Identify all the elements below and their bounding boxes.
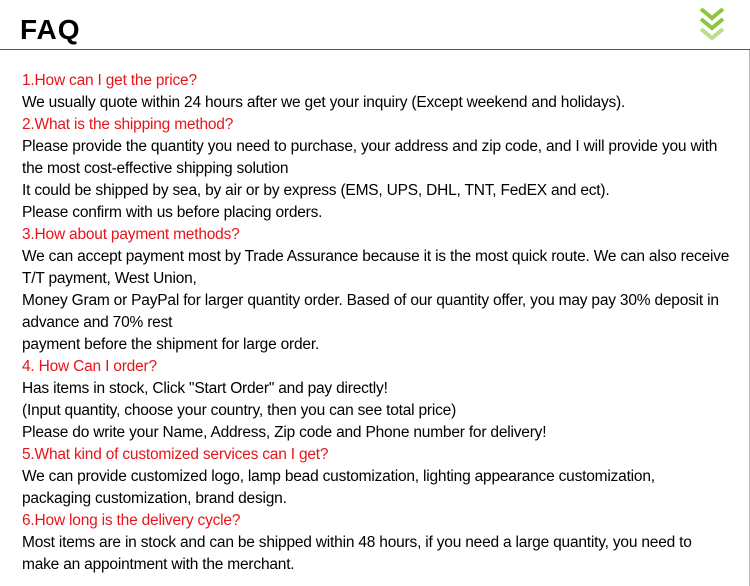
faq-header — [0, 0, 750, 50]
faq-answer-line: Money Gram or PayPal for larger quantity order. Based of our quantity offer, you may pay 30% deposit in — [22, 292, 719, 309]
faq-item-2 — [22, 114, 737, 224]
faq-item-6 — [22, 510, 737, 576]
faq-question: 3.How about payment methods? — [22, 226, 240, 243]
faq-answer-line: Most items are in stock and can be shipped within 48 hours, if you need a large quantity, you need to — [22, 534, 692, 551]
faq-answer-line: (Input quantity, choose your country, then you can see total price) — [22, 402, 457, 419]
faq-answer-line: Has items in stock, Click "Start Order" and pay directly! — [22, 380, 388, 397]
faq-answer-line: packaging customization, brand design. — [22, 490, 287, 507]
faq-item-5 — [22, 444, 737, 510]
faq-answer-line: advance and 70% rest — [22, 314, 173, 331]
faq-item-1 — [22, 70, 737, 114]
faq-answer-line: Please confirm with us before placing orders. — [22, 204, 323, 221]
faq-question: 5.What kind of customized services can I get? — [22, 446, 329, 463]
faq-answer-line: make an appointment with the merchant. — [22, 556, 295, 573]
faq-answer-line: We can accept payment most by Trade Assurance because it is the most quick route. We can also receive — [22, 248, 730, 265]
faq-question: 2.What is the shipping method? — [22, 116, 234, 133]
faq-answer-line: We usually quote within 24 hours after we get your inquiry (Except weekend and holidays). — [22, 94, 626, 111]
faq-question: 6.How long is the delivery cycle? — [22, 512, 241, 529]
header-divider — [0, 49, 750, 50]
faq-question: 1.How can I get the price? — [22, 72, 197, 89]
faq-answer-line: We can provide customized logo, lamp bead customization, lighting appearance customization, — [22, 468, 655, 485]
faq-item-3 — [22, 224, 737, 356]
faq-list — [22, 70, 737, 576]
faq-answer-line: the most cost-effective shipping solution — [22, 160, 289, 177]
faq-answer-line: Please provide the quantity you need to purchase, your address and zip code, and I will provide you with — [22, 138, 718, 155]
faq-answer-line: Please do write your Name, Address, Zip code and Phone number for delivery! — [22, 424, 547, 441]
faq-answer-line: It could be shipped by sea, by air or by express (EMS, UPS, DHL, TNT, FedEX and ect). — [22, 182, 610, 199]
faq-question: 4. How Can I order? — [22, 358, 157, 375]
faq-item-4 — [22, 356, 737, 444]
page-title: FAQ — [20, 14, 81, 45]
faq-answer-line: payment before the shipment for large order. — [22, 336, 320, 353]
faq-answer-line: T/T payment, West Union, — [22, 270, 197, 287]
double-chevron-down-icon — [698, 6, 726, 44]
